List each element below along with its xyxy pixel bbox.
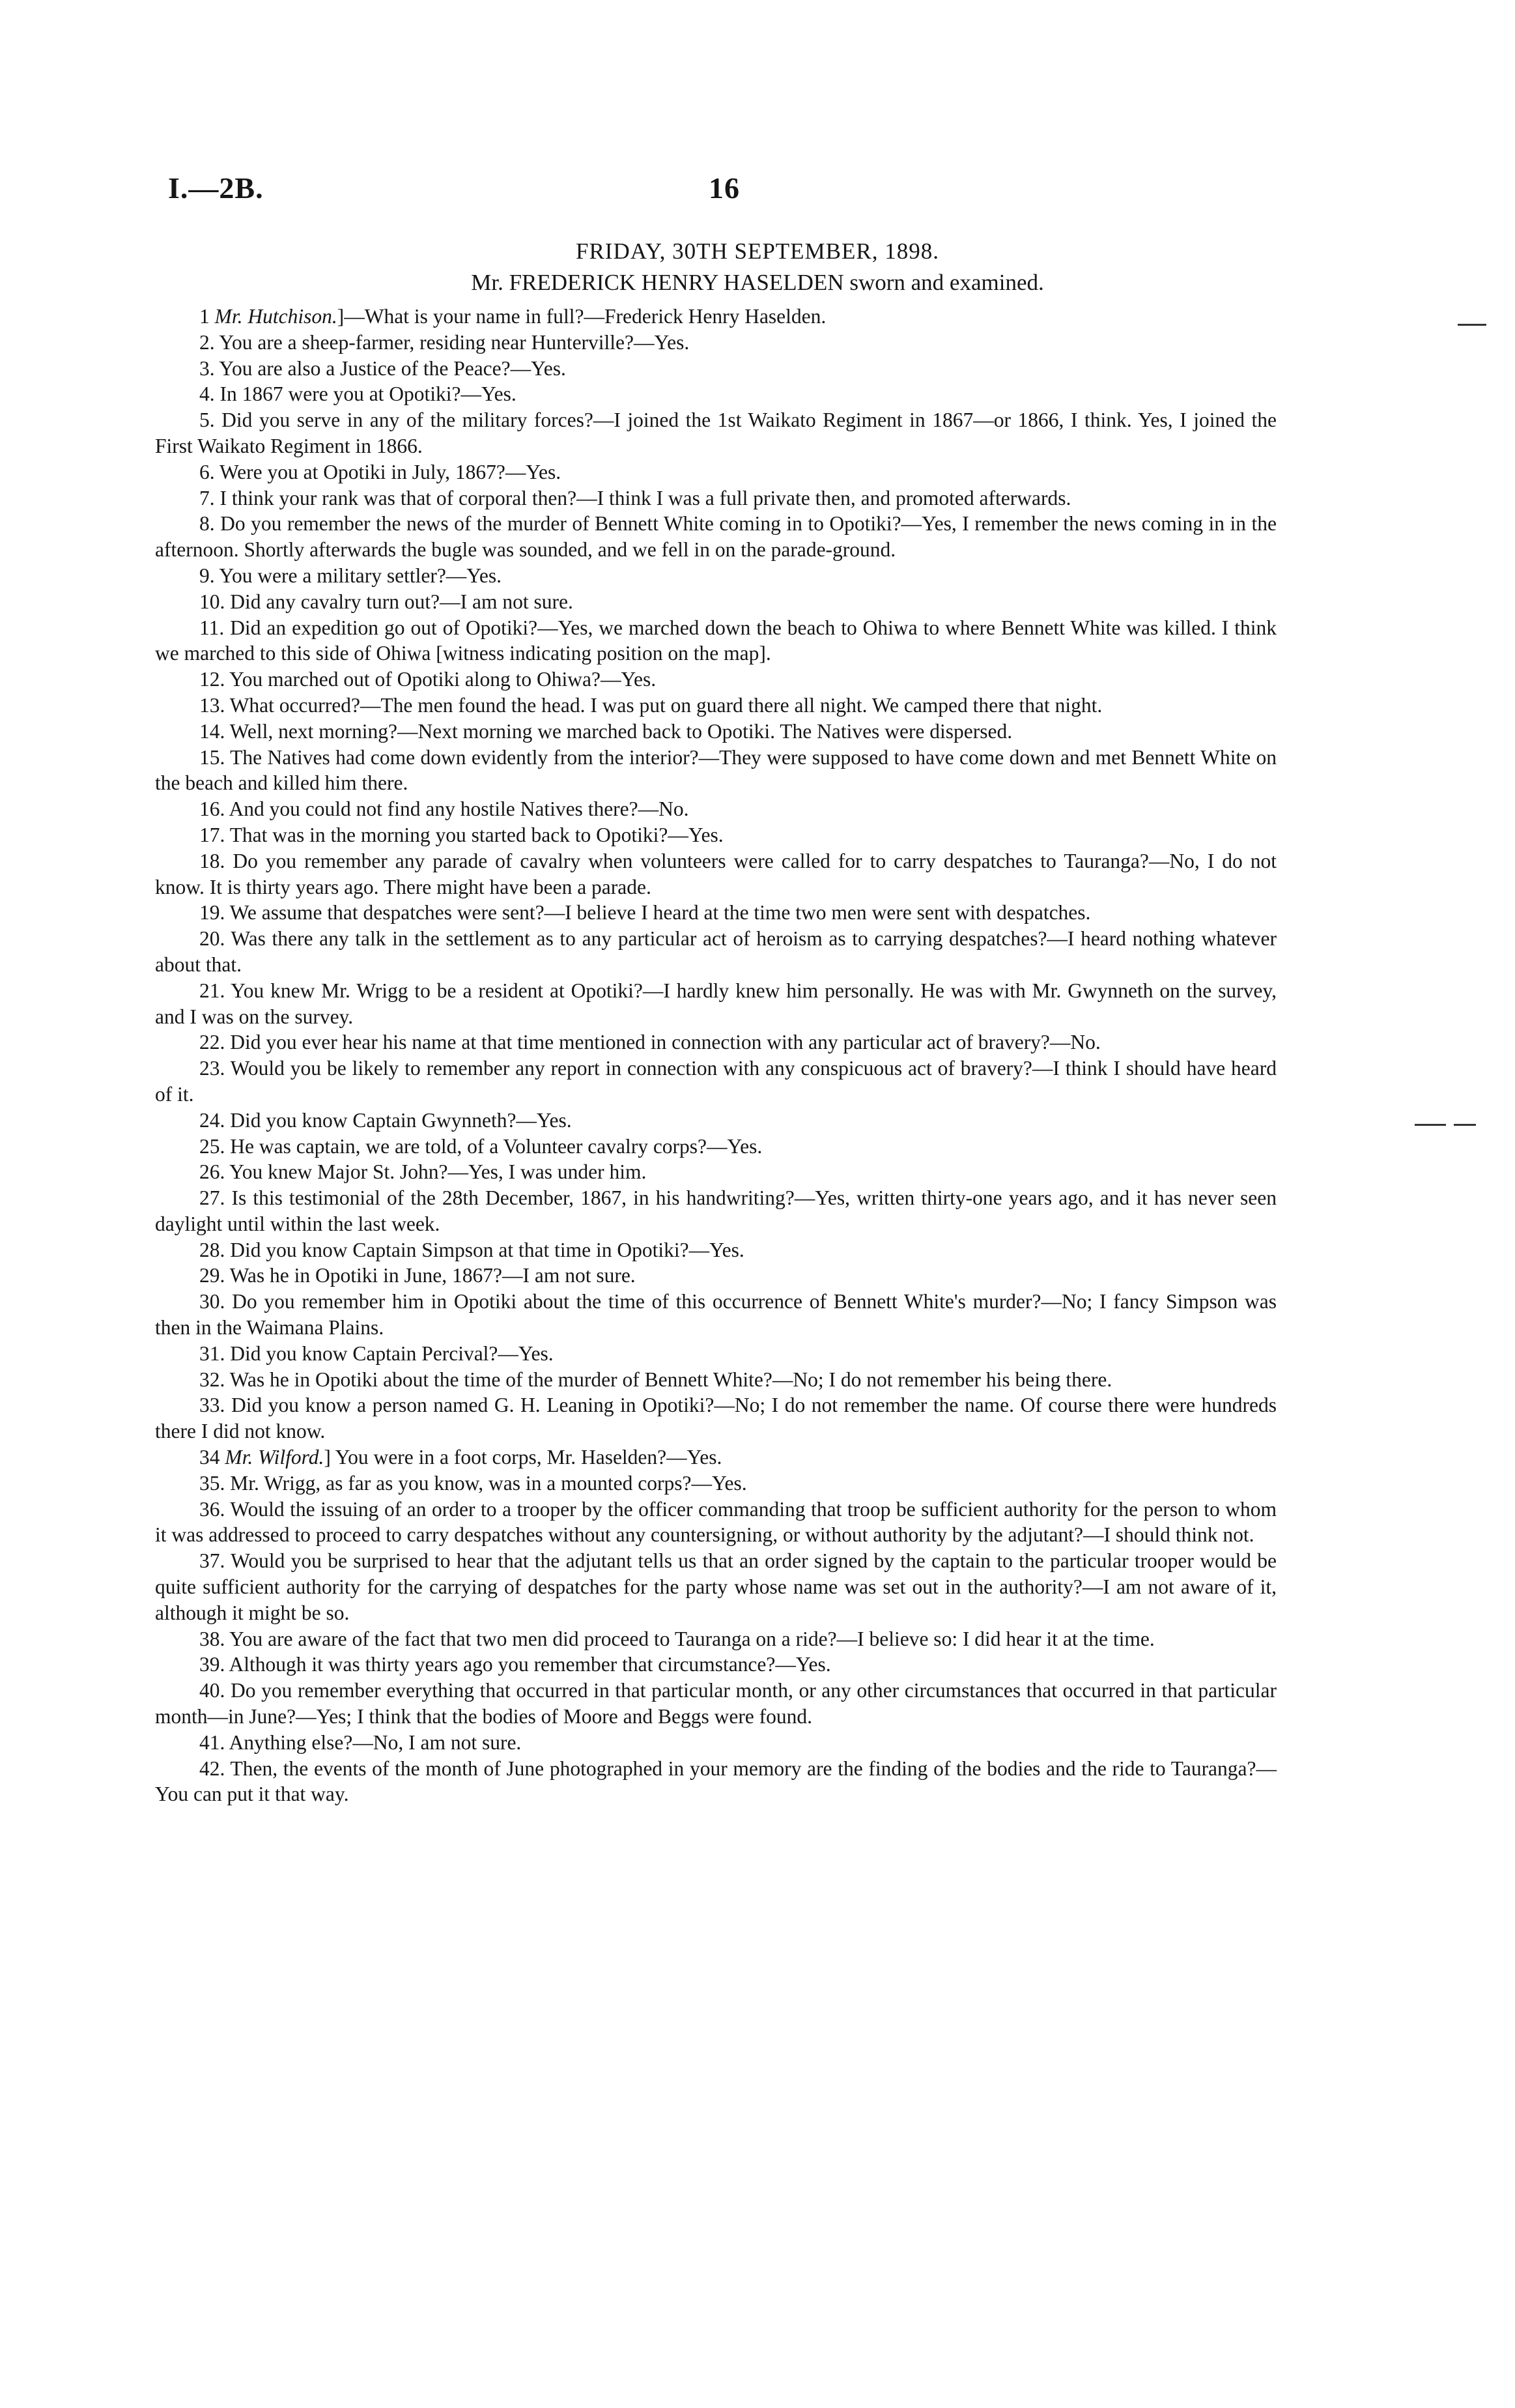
qa-paragraph: 42. Then, the events of the month of June photographed in your memory are the finding of the bodies and the ride to Tauranga?—You can put it that way.: [155, 1756, 1277, 1806]
qa-paragraph: 12. You marched out of Opotiki along to Ohiwa?—Yes.: [199, 668, 657, 691]
question-answer-text: Would you be surprised to hear that the adjutant tells us that an order signed by the captain to the particular trooper would be quite sufficient authority for the carrying of despatches for the party whose name was set out in the authority?—I am not aware of it, although it might be so.: [155, 1549, 1277, 1624]
question-answer-text: The Natives had come down evidently from the interior?—They were supposed to have come down and met Bennett White on the beach and killed him there.: [155, 745, 1277, 795]
qa-paragraph: 39. Although it was thirty years ago you remember that circumstance?—Yes.: [199, 1653, 831, 1676]
question-number: 25: [199, 1134, 220, 1158]
question-answer-text: Anything else?—No, I am not sure.: [229, 1730, 522, 1754]
question-number: 39: [199, 1653, 220, 1676]
question-answer-text: Would you be likely to remember any report in connection with any conspicuous act of bravery?—I think I should have heard of it.: [155, 1057, 1277, 1106]
question-number: 23: [199, 1057, 220, 1080]
qa-paragraph: 41. Anything else?—No, I am not sure.: [199, 1730, 522, 1754]
question-answer-text: You knew Major St. John?—Yes, I was under him.: [229, 1160, 647, 1184]
qa-paragraph: 9. You were a military settler?—Yes.: [199, 564, 502, 587]
question-number: 10: [199, 590, 220, 613]
question-answer-text: In 1867 were you at Opotiki?—Yes.: [219, 382, 517, 406]
question-answer-text: Do you remember the news of the murder of Bennett White coming in to Opotiki?—Yes, I remember the news coming in in the afternoon. Shortly afterwards the bugle was sounded, and we fell in on the parade-ground.: [155, 512, 1277, 562]
qa-paragraph: 5. Did you serve in any of the military forces?—I joined the 1st Waikato Regiment in 1867—or 1866, I think. Yes, I joined the First Waikato Regiment in 1866.: [155, 408, 1277, 457]
qa-paragraph: 8. Do you remember the news of the murder of Bennett White coming in to Opotiki?—Yes, I remember the news coming in in the afternoon. Shortly afterwards the bugle was sounded, and we fell in on the parade-ground.: [155, 512, 1277, 562]
qa-paragraph: 23. Would you be likely to remember any report in connection with any conspicuous act of bravery?—I think I should have heard of it.: [155, 1057, 1277, 1106]
question-answer-text: I think your rank was that of corporal then?—I think I was a full private then, and promoted afterwards.: [219, 486, 1071, 509]
qa-paragraph: 20. Was there any talk in the settlement as to any particular act of heroism as to carrying despatches?—I heard nothing whatever about that.: [155, 927, 1277, 976]
qa-paragraph: 7. I think your rank was that of corporal then?—I think I was a full private then, and promoted afterwards.: [199, 486, 1071, 509]
question-number: 12: [199, 668, 220, 691]
question-number: 40: [199, 1679, 220, 1702]
question-answer-text: Was there any talk in the settlement as to any particular act of heroism as to carrying despatches?—I heard nothing whatever about that.: [155, 927, 1277, 976]
question-number: 29: [199, 1264, 220, 1287]
examination-transcript: [155, 304, 1277, 1807]
qa-paragraph: 28. Did you know Captain Simpson at that time in Opotiki?—Yes.: [199, 1238, 744, 1261]
question-answer-text: Then, the events of the month of June photographed in your memory are the finding of the bodies and the ride to Tauranga?—You can put it that way.: [155, 1756, 1277, 1806]
question-answer-text: You are a sheep-farmer, residing near Hunterville?—Yes.: [219, 330, 690, 354]
qa-paragraph: 31. Did you know Captain Percival?—Yes.: [199, 1341, 554, 1365]
question-answer-text: What occurred?—The men found the head. I was put on guard there all night. We camped there that night.: [229, 693, 1103, 717]
question-answer-text: You were in a foot corps, Mr. Haselden?—Yes.: [335, 1446, 722, 1469]
question-number: 8: [199, 512, 210, 536]
question-answer-text: Although it was thirty years ago you remember that circumstance?—Yes.: [229, 1653, 831, 1676]
question-number: 24: [199, 1108, 220, 1132]
qa-paragraph: 14. Well, next morning?—Next morning we marched back to Opotiki. The Natives were dispersed.: [199, 719, 1013, 743]
qa-paragraph: 33. Did you know a person named G. H. Leaning in Opotiki?—No; I do not remember the name. Of course there were hundreds there I did not know.: [155, 1394, 1277, 1443]
sitting-date-heading: FRIDAY, 30TH SEPTEMBER, 1898.: [576, 238, 939, 264]
qa-paragraph: 40. Do you remember everything that occurred in that particular month, or any other circumstances that occurred in that particular month—in June?—Yes; I think that the bodies of Moore and Beggs were found.: [155, 1679, 1277, 1728]
question-answer-text: Well, next morning?—Next morning we marched back to Opotiki. The Natives were dispersed.: [229, 719, 1013, 743]
question-answer-text: He was captain, we are told, of a Volunteer cavalry corps?—Yes.: [230, 1134, 763, 1158]
qa-paragraph: 29. Was he in Opotiki in June, 1867?—I am not sure.: [199, 1264, 636, 1287]
question-number: 17: [199, 823, 220, 846]
qa-paragraph: 21. You knew Mr. Wrigg to be a resident at Opotiki?—I hardly knew him personally. He was with Mr. Gwynneth on the survey, and I was on the survey.: [155, 979, 1277, 1028]
question-number: 41: [199, 1730, 220, 1754]
qa-paragraph: 22. Did you ever hear his name at that time mentioned in connection with any particular act of bravery?—No.: [199, 1031, 1101, 1054]
qa-paragraph: 11. Did an expedition go out of Opotiki?—Yes, we marched down the beach to Ohiwa to where Bennett White was killed. I think we marched to this side of Ohiwa [witness indicating position on the map].: [155, 616, 1277, 665]
question-number: 6: [199, 460, 210, 483]
qa-paragraph: 34 Mr. Wilford.] You were in a foot corps, Mr. Haselden?—Yes.: [199, 1446, 722, 1469]
qa-paragraph: 3. You are also a Justice of the Peace?—Yes.: [199, 356, 566, 380]
qa-paragraph: 26. You knew Major St. John?—Yes, I was under him.: [199, 1160, 647, 1184]
question-number: 28: [199, 1238, 220, 1261]
question-answer-text: Did you know Captain Simpson at that time in Opotiki?—Yes.: [230, 1238, 744, 1261]
question-number: 4: [199, 382, 210, 406]
question-answer-text: You are aware of the fact that two men did proceed to Tauranga on a ride?—I believe so: I did hear it at the time.: [229, 1627, 1155, 1650]
examiner-name: Mr. Hutchison.: [214, 305, 337, 328]
question-answer-text: Did you ever hear his name at that time mentioned in connection with any particular act of bravery?—No.: [230, 1031, 1101, 1054]
question-number: 7: [199, 486, 210, 509]
question-answer-text: Did you know Captain Percival?—Yes.: [230, 1341, 554, 1365]
question-number: 9: [199, 564, 210, 587]
parliamentary-paper-reference: I.—2B.: [168, 171, 264, 205]
margin-mark: [1415, 1124, 1446, 1126]
question-answer-text: Did any cavalry turn out?—I am not sure.: [230, 590, 573, 613]
question-answer-text: Would the issuing of an order to a trooper by the officer commanding that troop be sufficient authority for the person to whom it was addressed to proceed to carry despatches without any countersigning, or without authority by the adjutant?—I should think not.: [155, 1497, 1277, 1547]
question-number: 22: [199, 1031, 220, 1054]
question-answer-text: Is this testimonial of the 28th December, 1867, in his handwriting?—Yes, written thirty-one years ago, and it has never seen daylight until within the last week.: [155, 1186, 1277, 1235]
question-answer-text: You are also a Justice of the Peace?—Yes.: [219, 356, 566, 380]
question-number: 19: [199, 901, 220, 924]
question-answer-text: You knew Mr. Wrigg to be a resident at Opotiki?—I hardly knew him personally. He was with Mr. Gwynneth on the survey, and I was on the survey.: [155, 979, 1277, 1028]
question-answer-text: Do you remember him in Opotiki about the time of this occurrence of Bennett White's murder?—No; I fancy Simpson was then in the Waimana Plains.: [155, 1290, 1277, 1340]
question-number: 13: [199, 693, 220, 717]
question-number: 32: [199, 1368, 220, 1391]
qa-paragraph: 17. That was in the morning you started back to Opotiki?—Yes.: [199, 823, 724, 846]
question-answer-text: Was he in Opotiki in June, 1867?—I am not sure.: [229, 1264, 636, 1287]
question-number: 26: [199, 1160, 220, 1184]
qa-paragraph: 19. We assume that despatches were sent?—I believe I heard at the time two men were sent with despatches.: [199, 901, 1091, 924]
question-number: 27: [199, 1186, 220, 1210]
question-answer-text: Did you know Captain Gwynneth?—Yes.: [230, 1108, 572, 1132]
qa-paragraph: 30. Do you remember him in Opotiki about the time of this occurrence of Bennett White's murder?—No; I fancy Simpson was then in the Waimana Plains.: [155, 1290, 1277, 1340]
question-answer-text: That was in the morning you started back to Opotiki?—Yes.: [229, 823, 724, 846]
question-answer-text: Did you know a person named G. H. Leaning in Opotiki?—No; I do not remember the name. Of course there were hundreds there I did not know.: [155, 1394, 1277, 1443]
question-answer-text: You marched out of Opotiki along to Ohiwa?—Yes.: [229, 668, 657, 691]
question-number: 37: [199, 1549, 220, 1573]
qa-paragraph: 32. Was he in Opotiki about the time of the murder of Bennett White?—No; I do not remember his being there.: [199, 1368, 1112, 1391]
qa-paragraph: 27. Is this testimonial of the 28th December, 1867, in his handwriting?—Yes, written thirty-one years ago, and it has never seen daylight until within the last week.: [155, 1186, 1277, 1235]
qa-paragraph: 6. Were you at Opotiki in July, 1867?—Yes.: [199, 460, 561, 483]
qa-paragraph: 37. Would you be surprised to hear that the adjutant tells us that an order signed by the captain to the particular trooper would be quite sufficient authority for the carrying of despatches for the party whose name was set out in the authority?—I am not aware of it, although it might be so.: [155, 1549, 1277, 1624]
question-answer-text: Were you at Opotiki in July, 1867?—Yes.: [219, 460, 561, 483]
question-number: 31: [199, 1341, 220, 1365]
question-number: 18: [199, 849, 220, 872]
qa-paragraph: 1 Mr. Hutchison.]—What is your name in full?—Frederick Henry Haselden.: [199, 305, 827, 328]
question-number: 36: [199, 1497, 220, 1521]
question-answer-text: You were a military settler?—Yes.: [219, 564, 502, 587]
question-answer-text: Did an expedition go out of Opotiki?—Yes, we marched down the beach to Ohiwa to where Bennett White was killed. I think we marched to this side of Ohiwa [witness indicating position on the map].: [155, 616, 1277, 665]
examiner-name: Mr. Wilford.: [225, 1446, 324, 1469]
question-number: 2: [199, 330, 210, 354]
question-answer-text: Do you remember everything that occurred in that particular month, or any other circumstances that occurred in that particular month—in June?—Yes; I think that the bodies of Moore and Beggs were found.: [155, 1679, 1277, 1728]
page-number: 16: [709, 171, 740, 205]
qa-paragraph: 2. You are a sheep-farmer, residing near Hunterville?—Yes.: [199, 330, 690, 354]
qa-paragraph: 18. Do you remember any parade of cavalry when volunteers were called for to carry despatches to Tauranga?—No, I do not know. It is thirty years ago. There might have been a parade.: [155, 849, 1277, 898]
qa-paragraph: 4. In 1867 were you at Opotiki?—Yes.: [199, 382, 517, 406]
question-answer-text: Do you remember any parade of cavalry when volunteers were called for to carry despatches to Tauranga?—No, I do not know. It is thirty years ago. There might have been a parade.: [155, 849, 1277, 898]
question-number: 3: [199, 356, 210, 380]
question-number: 16: [199, 797, 220, 821]
qa-paragraph: 24. Did you know Captain Gwynneth?—Yes.: [199, 1108, 572, 1132]
qa-paragraph: 15. The Natives had come down evidently from the interior?—They were supposed to have come down and met Bennett White on the beach and killed him there.: [155, 745, 1277, 795]
question-number: 33: [199, 1394, 220, 1417]
question-number: 15: [199, 745, 220, 769]
margin-mark: [1454, 1124, 1476, 1126]
question-answer-text: Mr. Wrigg, as far as you know, was in a mounted corps?—Yes.: [230, 1471, 747, 1495]
question-number: 14: [199, 719, 220, 743]
question-number: 30: [199, 1290, 220, 1313]
question-answer-text: What is your name in full?—Frederick Henry Haselden.: [364, 305, 827, 328]
question-number: 11: [199, 616, 219, 639]
qa-paragraph: 25. He was captain, we are told, of a Volunteer cavalry corps?—Yes.: [199, 1134, 763, 1158]
question-number: 5: [199, 408, 210, 432]
question-answer-text: Was he in Opotiki about the time of the murder of Bennett White?—No; I do not remember his being there.: [229, 1368, 1112, 1391]
qa-paragraph: 10. Did any cavalry turn out?—I am not sure.: [199, 590, 573, 613]
question-number: 38: [199, 1627, 220, 1650]
qa-paragraph: 16. And you could not find any hostile Natives there?—No.: [199, 797, 689, 821]
question-answer-text: Did you serve in any of the military forces?—I joined the 1st Waikato Regiment in 1867—or 1866, I think. Yes, I joined the First Waikato Regiment in 1866.: [155, 408, 1277, 457]
question-answer-text: We assume that despatches were sent?—I believe I heard at the time two men were sent with despatches.: [229, 901, 1091, 924]
qa-paragraph: 36. Would the issuing of an order to a trooper by the officer commanding that troop be sufficient authority for the person to whom it was addressed to proceed to carry despatches without any countersigning, or without authority by the adjutant?—I should think not.: [155, 1497, 1277, 1547]
qa-paragraph: 35. Mr. Wrigg, as far as you know, was in a mounted corps?—Yes.: [199, 1471, 747, 1495]
question-number: 34: [199, 1446, 220, 1469]
question-number: 20: [199, 927, 220, 951]
qa-paragraph: 38. You are aware of the fact that two men did proceed to Tauranga on a ride?—I believe so: I did hear it at the time.: [199, 1627, 1155, 1650]
qa-paragraph: 13. What occurred?—The men found the head. I was put on guard there all night. We camped there that night.: [199, 693, 1103, 717]
question-number: 21: [199, 979, 220, 1002]
question-number: 35: [199, 1471, 220, 1495]
question-number: 42: [199, 1756, 220, 1780]
question-answer-text: And you could not find any hostile Natives there?—No.: [229, 797, 689, 821]
witness-heading: Mr. FREDERICK HENRY HASELDEN sworn and examined.: [471, 270, 1044, 295]
question-number: 1: [199, 305, 210, 328]
margin-mark: [1458, 324, 1486, 326]
